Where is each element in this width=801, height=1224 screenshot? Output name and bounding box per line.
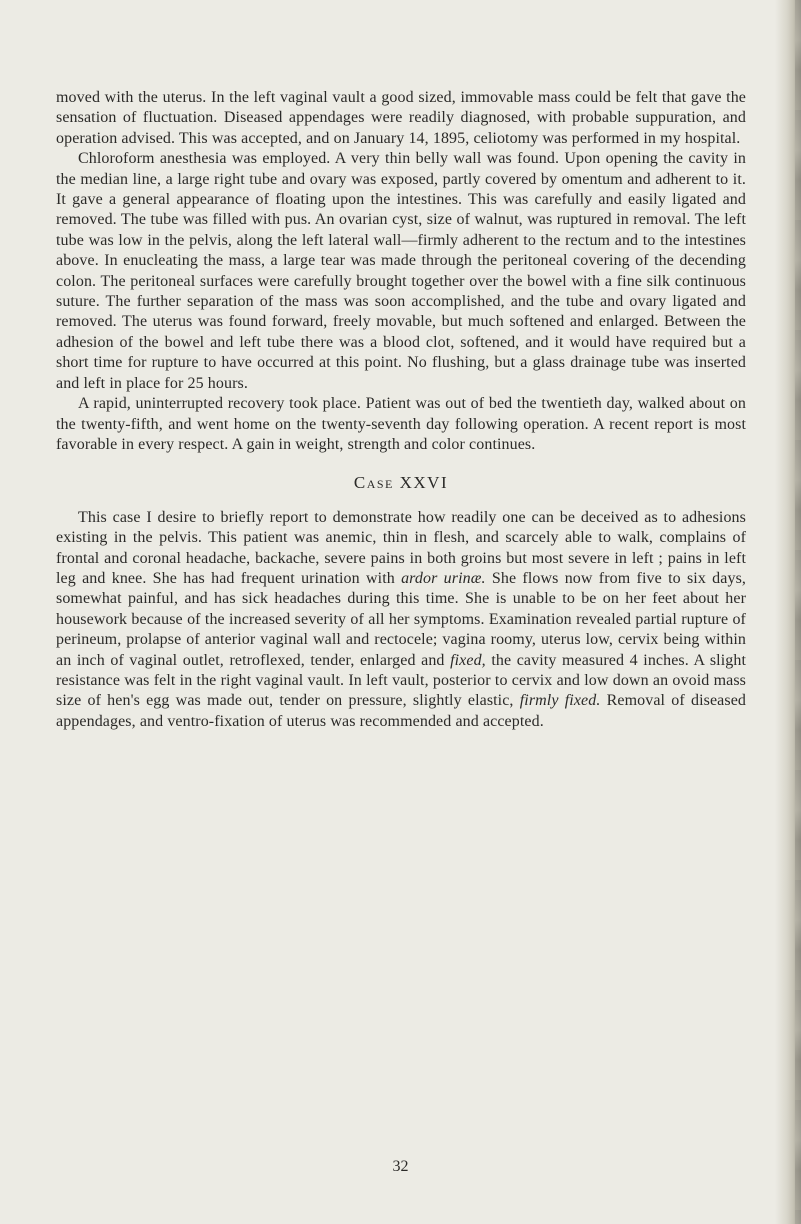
case-text-3: the cavity measured 4 inches. A slight resistance was felt in the right vaginal vault. In left vault, posterior to cervix and low down an ovoid mass size of hen's egg was made out, tender on pressure, slightly elastic,	[56, 651, 747, 710]
emphasis-firmly-fixed: firmly fixed.	[519, 692, 601, 710]
paragraph-recovery: A rapid, uninterrupted recovery took place. Patient was out of bed the twentieth day, walked about on the twenty-fifth, and went home on the twenty-seventh day following operation. A recent report is most favorable in every respect. A gain in weight, strength and color continues.	[56, 395, 746, 453]
case-text-4: Removal of diseased appendages, and ventro-fixation of uterus was recommended and accepted.	[56, 692, 747, 730]
page-number: 32	[392, 1158, 409, 1175]
case-text-2: She flows now from five to six days, somewhat painful, and has sick headaches during this time. She is unable to be on her feet about her housework because of the increased severity of all her symptoms. Examination revealed partial rupture of perineum, prolapse of anterior vaginal wall and rectocele; vagina roomy, uterus low, cervix being within an inch of vaginal outlet, retroflexed, tender, enlarged and	[56, 569, 746, 669]
page-edge-shadow	[775, 0, 801, 1224]
paragraph-case-xxvi	[56, 508, 746, 732]
latin-term: ardor urinæ.	[401, 569, 486, 587]
paragraph-operation: Chloroform anesthesia was employed. A very thin belly wall was found. Upon opening the cavity in the median line, a large right tube and ovary was exposed, partly covered by omentum and adherent to it. It gave a general appearance of floating upon the intestines. This was carefully and easily ligated and removed. The tube was filled with pus. An ovarian cyst, size of walnut, was ruptured in removal. The left tube was low in the pelvis, along the left lateral wall—firmly adherent to the rectum and to the intestines above. In enucleating the mass, a large tear was made through the peritoneal covering of the decending colon. The peritoneal surfaces were carefully brought together over the bowel with a fine silk continuous suture. The further separation of the mass was soon accomplished, and the tube and ovary ligated and removed. The uterus was found forward, freely movable, but much softened and enlarged. Between the adhesion of the bowel and left tube there was a blood clot, softened, and it would have required but a short time for rupture to have occurred at this point. No flushing, but a glass drainage tube was inserted and left in place for 25 hours.	[56, 150, 746, 392]
paragraph-continuation: moved with the uterus. In the left vaginal vault a good sized, immovable mass could be felt that gave the sensation of fluctuation. Diseased appendages were readily diagnosed, with probable suppuration, and operation advised. This was accepted, and on January 14, 1895, celiotomy was performed in my hospital.	[56, 89, 746, 147]
emphasis-fixed: fixed,	[450, 651, 486, 669]
case-heading: Case XXVI	[353, 473, 449, 493]
body-text	[56, 88, 746, 732]
case-text-1: This case I desire to briefly report to demonstrate how readily one can be deceived as to adhesions existing in the pelvis. This patient was anemic, thin in flesh, and scarcely able to walk, complains of frontal and coronal headache, backache, severe pains in both groins but most severe in left ; pains in left leg and knee. She has had frequent urination with	[56, 508, 746, 587]
